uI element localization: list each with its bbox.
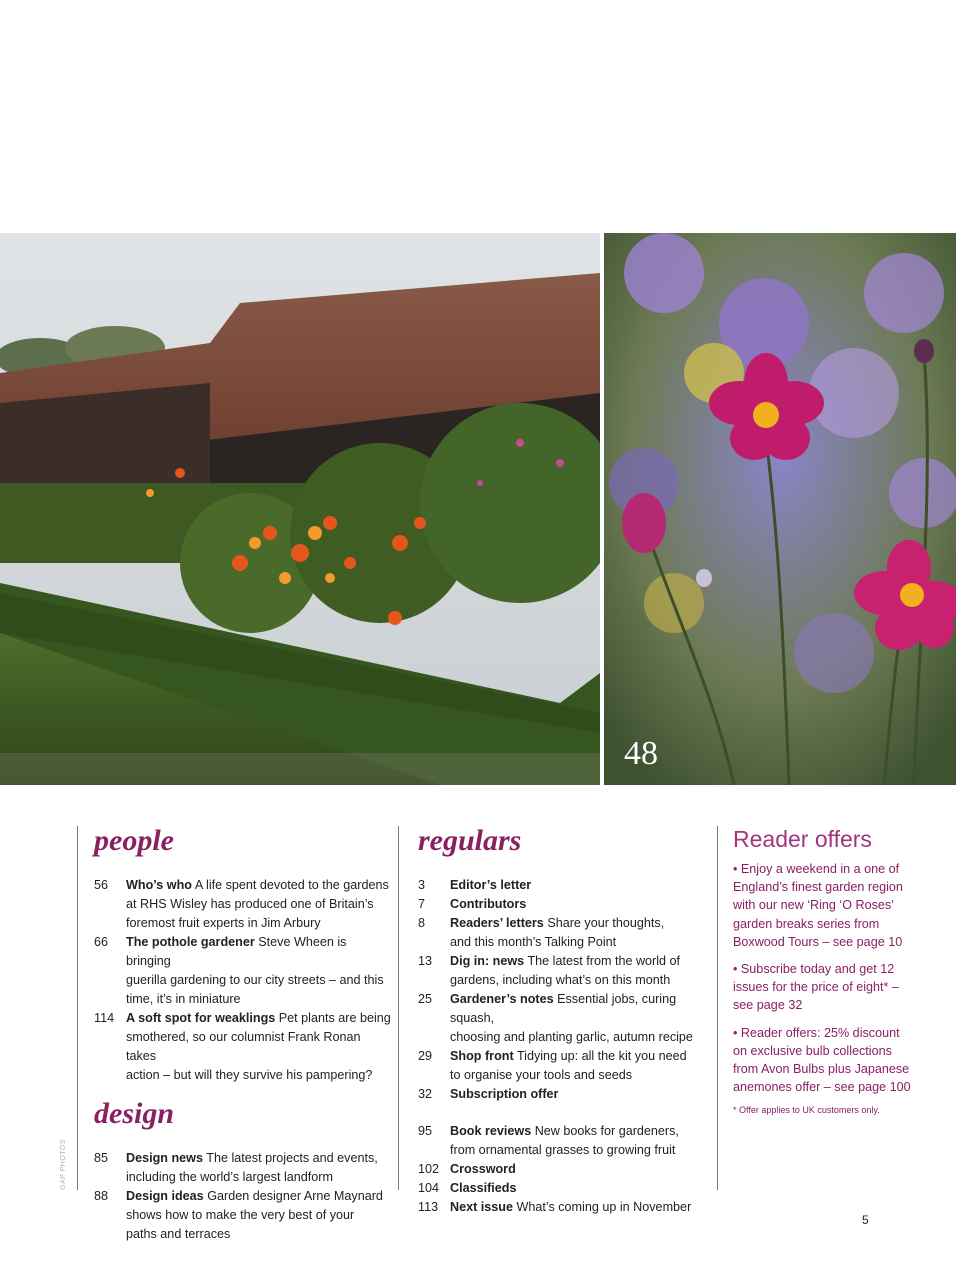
entry-heading: Readers’ letters	[450, 916, 544, 930]
entry-page-number: 3	[418, 878, 426, 892]
regulars-heading: regulars	[418, 824, 522, 857]
entry-text	[126, 1009, 394, 1085]
entry-description: smothered, so our columnist Frank Ronan takes	[126, 1030, 361, 1063]
offer-item: • Subscribe today and get 12 issues for the price of eight* – see page 32	[733, 962, 899, 1013]
column-divider	[77, 826, 78, 1190]
entry-description: and this month’s Talking Point	[450, 935, 617, 949]
column-divider	[398, 826, 399, 1190]
entry-text	[450, 1160, 718, 1179]
entry-description: Essential jobs, curing squash,	[450, 992, 677, 1025]
entry-text	[450, 990, 718, 1047]
offer-item: • Reader offers: 25% discount on exclusive bulb collections from Avon Bulbs plus Japanese anemones offer – see page 100	[733, 1025, 911, 1095]
contents-entry	[94, 1149, 394, 1187]
entry-page-number: 88	[94, 1189, 109, 1203]
entry-text	[450, 952, 718, 990]
contents-entry	[94, 876, 394, 933]
entry-page-number: 104	[418, 1181, 440, 1195]
entry-text	[450, 1179, 718, 1198]
design-list	[94, 1149, 394, 1244]
entry-text	[450, 1122, 718, 1160]
contents-entry	[418, 1047, 718, 1085]
entry-page-number: 32	[418, 1087, 433, 1101]
entry-text	[450, 1085, 718, 1104]
photo-page-number: 48	[624, 735, 658, 772]
entry-heading: Contributors	[450, 897, 527, 911]
entry-heading: Classifieds	[450, 1181, 517, 1195]
entry-description: What’s coming up in November	[516, 1200, 692, 1214]
entry-heading: Next issue	[450, 1200, 513, 1214]
entry-page-number: 13	[418, 954, 433, 968]
contents-entry	[418, 895, 718, 914]
entry-description: Tidying up: all the kit you need	[516, 1049, 687, 1063]
entry-description: Share your thoughts,	[547, 916, 665, 930]
entry-text	[126, 876, 394, 933]
contents-entry	[418, 1085, 718, 1104]
regulars-list	[418, 876, 718, 1104]
entry-heading: The pothole gardener	[126, 935, 255, 949]
contents-entry	[418, 990, 718, 1047]
entry-description: Pet plants are being	[278, 1011, 391, 1025]
contents-entry	[418, 1198, 718, 1217]
entry-description: including the world’s largest landform	[126, 1170, 333, 1184]
entry-description: Steve Wheen is bringing	[126, 935, 347, 968]
people-design-column	[94, 826, 394, 1244]
entry-heading: Who’s who	[126, 878, 192, 892]
entry-heading: Crossword	[450, 1162, 516, 1176]
entry-text	[450, 1198, 718, 1217]
entry-text	[450, 895, 718, 914]
entry-description: at RHS Wisley has produced one of Britain’s	[126, 897, 374, 911]
entry-page-number: 113	[418, 1200, 439, 1214]
entry-text	[450, 1047, 718, 1085]
entry-page-number: 114	[94, 1011, 115, 1025]
entry-page-number: 85	[94, 1151, 109, 1165]
entry-page-number: 7	[418, 897, 426, 911]
entry-page-number: 8	[418, 916, 426, 930]
people-list	[94, 876, 394, 1085]
photo-credit: GAP PHOTOS	[60, 1138, 67, 1190]
entry-page-number: 95	[418, 1124, 433, 1138]
contents-entry	[418, 1160, 718, 1179]
entry-description: from ornamental grasses to growing fruit	[450, 1143, 676, 1157]
garden-barn-photo	[0, 233, 600, 785]
entry-description: guerilla gardening to our city streets – and this	[126, 973, 384, 987]
contents-entry	[418, 914, 718, 952]
entry-description: A life spent devoted to the gardens	[194, 878, 389, 892]
contents-entry	[418, 952, 718, 990]
entry-heading: Subscription offer	[450, 1087, 559, 1101]
entry-page-number: 29	[418, 1049, 433, 1063]
entry-text	[450, 876, 718, 895]
entry-description: time, it’s in miniature	[126, 992, 241, 1006]
entry-text	[126, 933, 394, 1009]
entry-description: action – but will they survive his pampering?	[126, 1068, 373, 1082]
contents-entry	[94, 933, 394, 1009]
entry-description: The latest projects and events,	[206, 1151, 378, 1165]
entry-heading: Gardener’s notes	[450, 992, 554, 1006]
entry-page-number: 66	[94, 935, 109, 949]
entry-heading: Design ideas	[126, 1189, 204, 1203]
anemone-photo	[604, 233, 956, 785]
offer-footnote: * Offer applies to UK customers only.	[733, 1105, 880, 1116]
people-heading: people	[94, 824, 174, 857]
contents-entry	[94, 1009, 394, 1085]
entry-heading: Design news	[126, 1151, 203, 1165]
entry-description: foremost fruit experts in Jim Arbury	[126, 916, 321, 930]
reader-offers-heading: Reader offers	[733, 826, 872, 852]
entry-heading: Book reviews	[450, 1124, 532, 1138]
entry-page-number: 25	[418, 992, 433, 1006]
entry-text	[450, 914, 718, 952]
page-number: 5	[862, 1213, 869, 1227]
entry-description: shows how to make the very best of your	[126, 1208, 355, 1222]
offer-item: • Enjoy a weekend in a one of England’s finest garden region with our new ‘Ring ‘O Roses’ garden breaks series from Boxwood Tours – see page 10	[733, 862, 903, 949]
contents-entry	[94, 1187, 394, 1244]
entry-description: choosing and planting garlic, autumn recipe	[450, 1030, 693, 1044]
entry-description: gardens, including what’s on this month	[450, 973, 671, 987]
entry-page-number: 56	[94, 878, 109, 892]
entry-description: paths and terraces	[126, 1227, 231, 1241]
reader-offers-column	[733, 826, 913, 1115]
entry-heading: Shop front	[450, 1049, 514, 1063]
entry-description: Garden designer Arne Maynard	[207, 1189, 383, 1203]
entry-heading: Editor’s letter	[450, 878, 532, 892]
entry-description: to organise your tools and seeds	[450, 1068, 633, 1082]
entry-heading: A soft spot for weaklings	[126, 1011, 276, 1025]
entry-description: The latest from the world of	[527, 954, 681, 968]
contents-entry	[418, 876, 718, 895]
regulars-column	[418, 826, 718, 1217]
entry-page-number: 102	[418, 1162, 440, 1176]
entry-description: New books for gardeners,	[534, 1124, 679, 1138]
entry-text	[126, 1187, 394, 1244]
entry-heading: Dig in: news	[450, 954, 525, 968]
contents-entry	[418, 1122, 718, 1160]
regulars-list-2	[418, 1122, 718, 1217]
entry-text	[126, 1149, 394, 1187]
design-heading: design	[94, 1097, 175, 1130]
contents-entry	[418, 1179, 718, 1198]
